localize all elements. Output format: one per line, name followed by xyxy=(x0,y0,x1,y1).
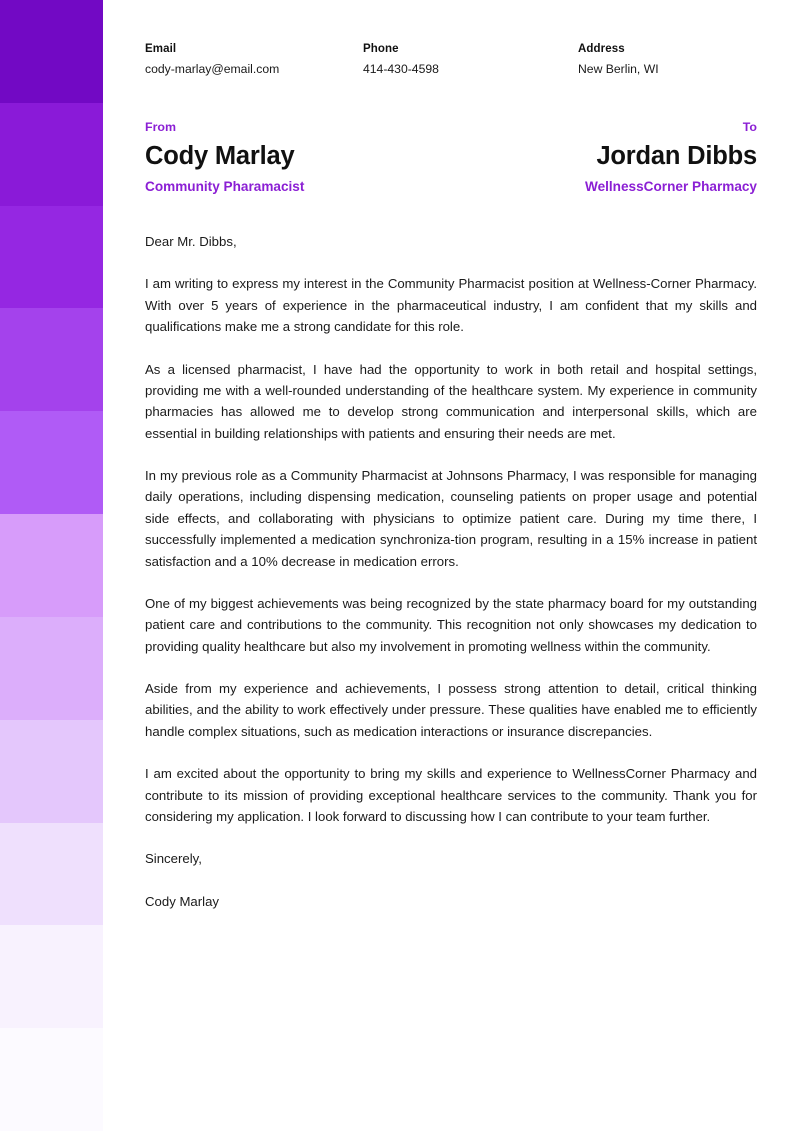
sender-kicker-label: From xyxy=(145,119,176,134)
contact-column-email xyxy=(145,42,363,78)
recipient-name: Jordan Dibbs xyxy=(596,141,757,170)
gradient-band xyxy=(0,0,103,103)
letter-paragraph: Aside from my experience and achievements, I possess strong attention to detail, critical thinking abilities, and the ability to work effectively under pressure. These qualities have enabled me to efficiently handle complex situations, such as medication interactions or insurance discrepancies. xyxy=(145,681,757,739)
signature-name: Cody Marlay xyxy=(145,893,220,909)
contact-label-email: Email xyxy=(145,43,177,55)
contact-label-address: Address xyxy=(578,43,625,55)
gradient-band xyxy=(0,103,103,206)
sender-block xyxy=(145,120,304,195)
letter-paragraph: In my previous role as a Community Pharmacist at Johnsons Pharmacy, I was responsible for managing daily operations, including dispensing medication, counseling patients on proper usage and potential side effects, and collaborating with physicians to optimize patient care. During my time there, I successfully implemented a medication synchroniza-tion program, resulting in a 15% increase in patient satisfaction and a 10% decrease in medication errors. xyxy=(145,468,757,569)
gradient-band xyxy=(0,823,103,926)
letter-body xyxy=(145,231,757,912)
contact-header xyxy=(145,0,757,78)
cover-letter-document xyxy=(103,0,800,1131)
decorative-gradient-sidebar xyxy=(0,0,103,1131)
closing-salutation: Sincerely, xyxy=(145,851,202,867)
gradient-band xyxy=(0,514,103,617)
contact-column-phone xyxy=(363,42,578,78)
contact-value-email: cody-marlay@email.com xyxy=(145,61,280,76)
recipient-organization: WellnessCorner Pharmacy xyxy=(584,178,757,194)
letter-paragraph: As a licensed pharmacist, I have had the opportunity to work in both retail and hospital settings, providing me with a well-rounded understanding of the healthcare system. My experience in community pharmacies has allowed me to develop strong communication and interpersonal skills, which are essential in building relationships with patients and ensuring their needs are met. xyxy=(145,361,757,441)
gradient-band xyxy=(0,308,103,411)
letter-paragraph: I am excited about the opportunity to bring my skills and experience to WellnessCorner Pharmacy and contribute to its mission of providing exceptional healthcare services to the community. Thank you for considering my application. I look forward to discussing how I can contribute to your team further. xyxy=(145,766,757,824)
salutation: Dear Mr. Dibbs, xyxy=(145,234,237,250)
recipient-block xyxy=(585,120,757,195)
contact-label-phone: Phone xyxy=(363,43,399,55)
contact-value-phone: 414-430-4598 xyxy=(363,61,439,76)
contact-column-address xyxy=(578,42,659,78)
sender-recipient-block xyxy=(145,120,757,195)
gradient-band xyxy=(0,206,103,309)
gradient-band xyxy=(0,411,103,514)
gradient-band xyxy=(0,617,103,720)
contact-value-address: New Berlin, WI xyxy=(578,61,659,76)
gradient-band xyxy=(0,1028,103,1131)
letter-paragraph: I am writing to express my interest in the Community Pharmacist position at Wellness-Corner Pharmacy. With over 5 years of experience in the pharmaceutical industry, I am confident that my skills and qualifications make me a strong candidate for this role. xyxy=(145,276,757,335)
gradient-band xyxy=(0,925,103,1028)
sender-role: Community Pharamacist xyxy=(145,178,305,194)
recipient-kicker-label: To xyxy=(742,119,757,134)
letter-paragraph: One of my biggest achievements was being recognized by the state pharmacy board for my outstanding patient care and contributions to the community. This recognition not only showcases my dedication to providing quality healthcare but also my involvement in promoting wellness within the community. xyxy=(145,595,757,654)
gradient-band xyxy=(0,720,103,823)
sender-name: Cody Marlay xyxy=(145,141,295,170)
